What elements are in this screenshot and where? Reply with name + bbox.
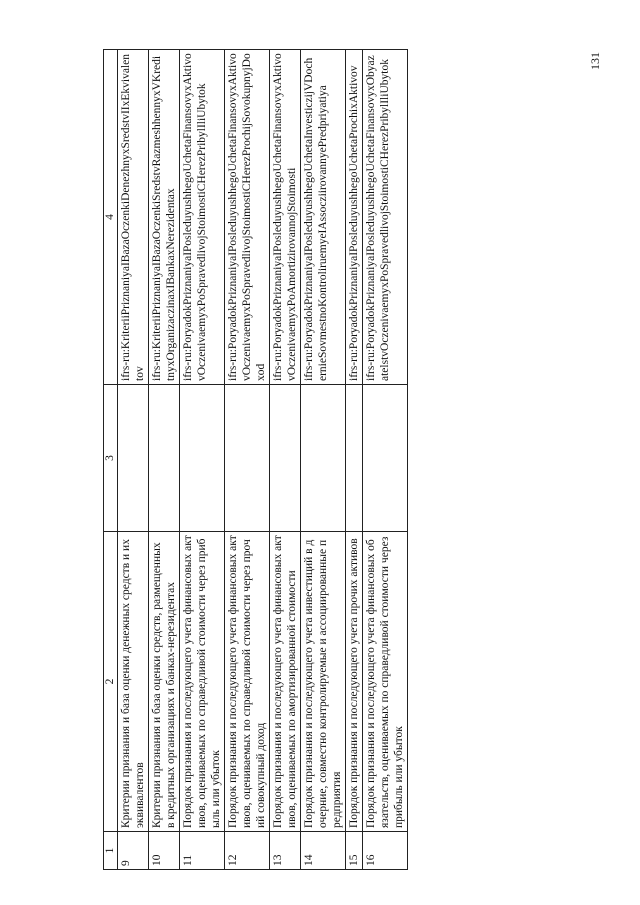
row-number: 14 <box>301 832 346 870</box>
row-code: ifrs-ru:KriteriiPriznaniyaIBazaOczenkiDenezhnyxSredstvIIxEkvivalentov <box>118 50 149 385</box>
row-name: Порядок признания и последующего учета финансовых активов, оцениваемых по амортизированной стоимости <box>270 532 301 832</box>
row-code: ifrs-ru:PoryadokPriznaniyaIPosleduyushhegoUchetaFinansovyxObyazatelstvOczenivaemyxPoSpravedlivojStoimostiCHerezPribylIliUbytok <box>363 50 408 385</box>
header-cell-3: 3 <box>104 385 118 532</box>
row-code: ifrs-ru:KriteriiPriznaniyaIBazaOczenkiSredstvRazmeshhennyxVKreditnyxOrganizaczinaxIBankaxNerezidentax <box>149 50 180 385</box>
row-number: 9 <box>118 832 149 870</box>
row-number: 13 <box>270 832 301 870</box>
rotated-table-sheet <box>103 50 608 870</box>
row-col3 <box>180 385 225 532</box>
row-code: ifrs-ru:PoryadokPriznaniyaIPosleduyushhegoUchetaFinansovyxAktivovOczenivaemyxPoSpravedlivojStoimostiCHerezPribylIliUbytok <box>180 50 225 385</box>
row-name: Порядок признания и последующего учета финансовых обязательств, оцениваемых по справедливой стоимости через прибыль или убыток <box>363 532 408 832</box>
row-col3 <box>270 385 301 532</box>
row-col3 <box>225 385 270 532</box>
table-row <box>180 50 225 870</box>
row-code: ifrs-ru:PoryadokPriznaniyaIPosleduyushhegoUchetaFinansovyxAktivovOczenivaemyxPoAmortizirovannojStoimosti <box>270 50 301 385</box>
row-code: ifrs-ru:PoryadokPriznaniyaIPosleduyushhegoUchetaInvesticzijVDochernieSovmestnoKontroliruemyeIAssocziirovannyePredpriyatiya <box>301 50 346 385</box>
row-code: ifrs-ru:PoryadokPriznaniyaIPosleduyushhegoUchetaProchixAktivov <box>346 50 363 385</box>
row-number: 15 <box>346 832 363 870</box>
row-col3 <box>301 385 346 532</box>
row-name: Порядок признания и последующего учета финансовых активов, оцениваемых по справедливой стоимости через прибыль или убыток <box>180 532 225 832</box>
row-code: ifrs-ru:PoryadokPriznaniyaIPosleduyushhegoUchetaFinansovyxAktivovOczenivaemyxPoSpravedlivojStoimostiCHerezProchijSovokupnyjDoxod <box>225 50 270 385</box>
row-col3 <box>118 385 149 532</box>
row-number: 12 <box>225 832 270 870</box>
header-cell-4: 4 <box>104 50 118 385</box>
row-name: Порядок признания и последующего учета инвестиций в дочерние, совместно контролируемые и ассоциированные предприятия <box>301 532 346 832</box>
row-col3 <box>149 385 180 532</box>
row-number: 11 <box>180 832 225 870</box>
table-row <box>118 50 149 870</box>
row-number: 10 <box>149 832 180 870</box>
row-number: 16 <box>363 832 408 870</box>
table-row <box>225 50 270 870</box>
row-col3 <box>346 385 363 532</box>
row-name: Критерии признания и база оценки средств, размещенных в кредитных организациях и банках-нерезидентах <box>149 532 180 832</box>
row-name: Порядок признания и последующего учета финансовых активов, оцениваемых по справедливой стоимости через прочий совокупный доход <box>225 532 270 832</box>
table-row <box>346 50 363 870</box>
header-cell-2: 2 <box>104 532 118 832</box>
element-table <box>103 49 408 870</box>
table-row <box>270 50 301 870</box>
table-row <box>301 50 346 870</box>
table-row <box>149 50 180 870</box>
row-name: Критерии признания и база оценки денежных средств и их эквивалентов <box>118 532 149 832</box>
table-row <box>363 50 408 870</box>
page-number: 131 <box>588 52 602 70</box>
table-header-row <box>104 50 118 870</box>
row-name: Порядок признания и последующего учета прочих активов <box>346 532 363 832</box>
row-col3 <box>363 385 408 532</box>
header-cell-1: 1 <box>104 832 118 870</box>
